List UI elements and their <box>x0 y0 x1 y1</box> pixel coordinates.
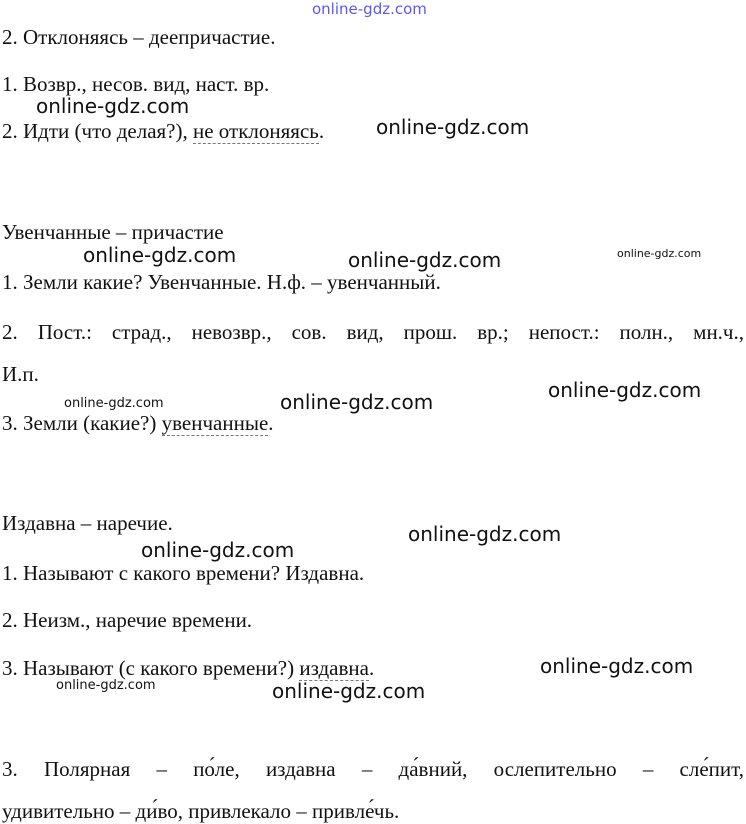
watermark: online-gdz.com <box>540 654 694 678</box>
text-line-izdavna-3 <box>2 656 374 680</box>
watermark: online-gdz.com <box>376 115 530 139</box>
underlined-word: издавна <box>299 656 369 680</box>
text-line-task3-1: 3. Полярная – по́ле, издавна – да́вний, ослепительно – сле́пит, <box>2 757 744 781</box>
watermark: online-gdz.com <box>64 396 164 411</box>
text-line-uvenchannye-2: 2. Пост.: страд., невозвр., сов. вид, прош. вр.; непост.: полн., мн.ч., <box>2 320 744 344</box>
watermark-top: online-gdz.com <box>312 0 427 18</box>
watermark: online-gdz.com <box>141 538 295 562</box>
watermark: online-gdz.com <box>408 522 562 546</box>
watermark: online-gdz.com <box>280 390 434 414</box>
watermark: online-gdz.com <box>348 248 502 272</box>
text-fragment: . <box>268 411 274 435</box>
text-fragment: . <box>318 119 325 143</box>
text-line-uvenchannye-2-cont: И.п. <box>2 362 39 386</box>
text-fragment: 2. Идти (что делая?), <box>2 119 193 143</box>
text-line-uvenchannye-title: Увенчанные – причастие <box>2 220 224 244</box>
watermark: online-gdz.com <box>617 247 702 260</box>
text-line-uvenchannye-3 <box>2 411 274 435</box>
text-fragment: 3. Земли (какие?) <box>2 411 162 435</box>
text-line-uvenchannye-1: 1. Земли какие? Увенчанные. Н.ф. – увенчанный. <box>2 270 441 294</box>
text-fragment: 3. Называют (с какого времени?) <box>2 656 300 680</box>
text-line-izdavna-title: Издавна – наречие. <box>2 511 173 535</box>
text-line-izdavna-1: 1. Называют с какого времени? Издавна. <box>2 561 365 585</box>
text-line-izdavna-2: 2. Неизм., наречие времени. <box>2 608 253 632</box>
text-line-task3-2: удивительно – ди́во, привлекало – привле́чь. <box>2 799 400 823</box>
watermark: online-gdz.com <box>83 243 237 267</box>
watermark: online-gdz.com <box>56 678 156 693</box>
watermark: online-gdz.com <box>36 94 190 118</box>
text-fragment: . <box>368 656 375 680</box>
watermark: online-gdz.com <box>548 378 702 402</box>
text-line-otklonyayas-title: 2. Отклоняясь – деепричастие. <box>2 25 276 49</box>
underlined-word: увенчанные <box>161 411 269 435</box>
text-line-otklonyayas-1: 1. Возвр., несов. вид, наст. вр. <box>2 72 270 96</box>
text-line-otklonyayas-2 <box>2 119 324 143</box>
watermark: online-gdz.com <box>272 679 426 703</box>
underlined-word: не отклоняясь <box>193 119 319 143</box>
